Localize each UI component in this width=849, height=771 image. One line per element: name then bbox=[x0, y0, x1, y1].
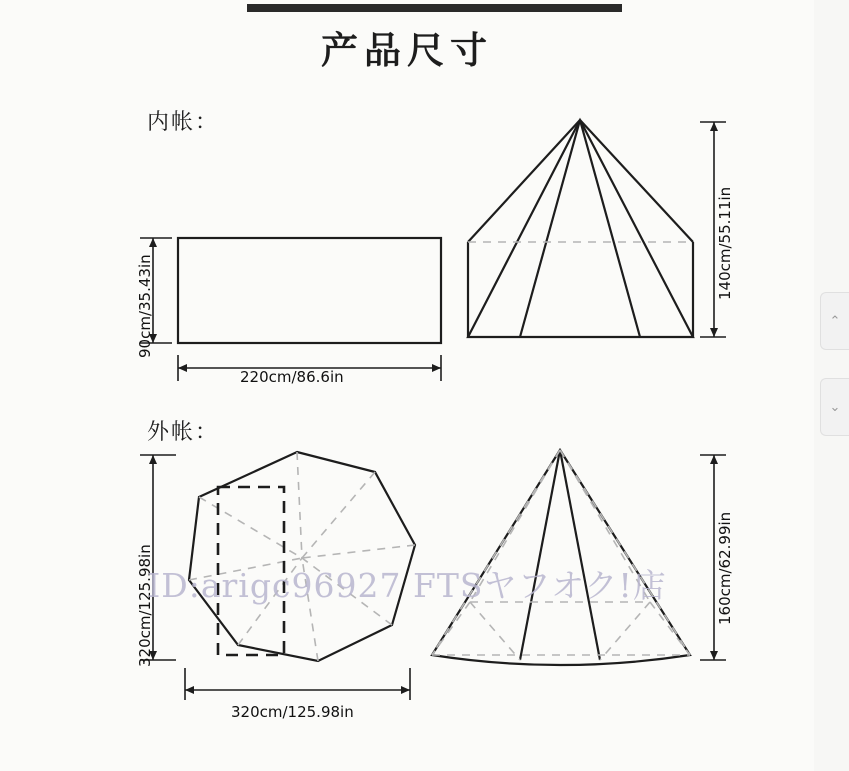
scroll-up-button[interactable]: ⌃ bbox=[820, 292, 849, 350]
section-label-inner: 内帐： bbox=[147, 110, 220, 135]
inner-tent-elevation-shape bbox=[468, 120, 693, 337]
outer-width-label: 320cm/125.98in bbox=[231, 703, 354, 721]
section-label-outer: 外帐： bbox=[147, 420, 220, 445]
inner-elevation-height-label: 140cm/55.11in bbox=[716, 186, 734, 300]
outer-elevation-shape bbox=[432, 450, 690, 665]
outer-plan-octagon bbox=[189, 452, 415, 661]
watermark-text: ID:arigc96927 FTSヤフオク!店 bbox=[147, 566, 667, 605]
inner-floor-rectangle bbox=[178, 238, 441, 343]
inner-height-label: 90cm/35.43in bbox=[136, 254, 154, 358]
inner-width-label: 220cm/86.6in bbox=[240, 368, 344, 386]
scroll-down-button[interactable]: ⌄ bbox=[820, 378, 849, 436]
page-title: 产品尺寸 bbox=[321, 28, 493, 72]
outer-height-label: 320cm/125.98in bbox=[136, 544, 154, 667]
outer-elevation-hidden-edges bbox=[432, 450, 690, 660]
outer-elevation-height-label: 160cm/62.99in bbox=[716, 511, 734, 625]
